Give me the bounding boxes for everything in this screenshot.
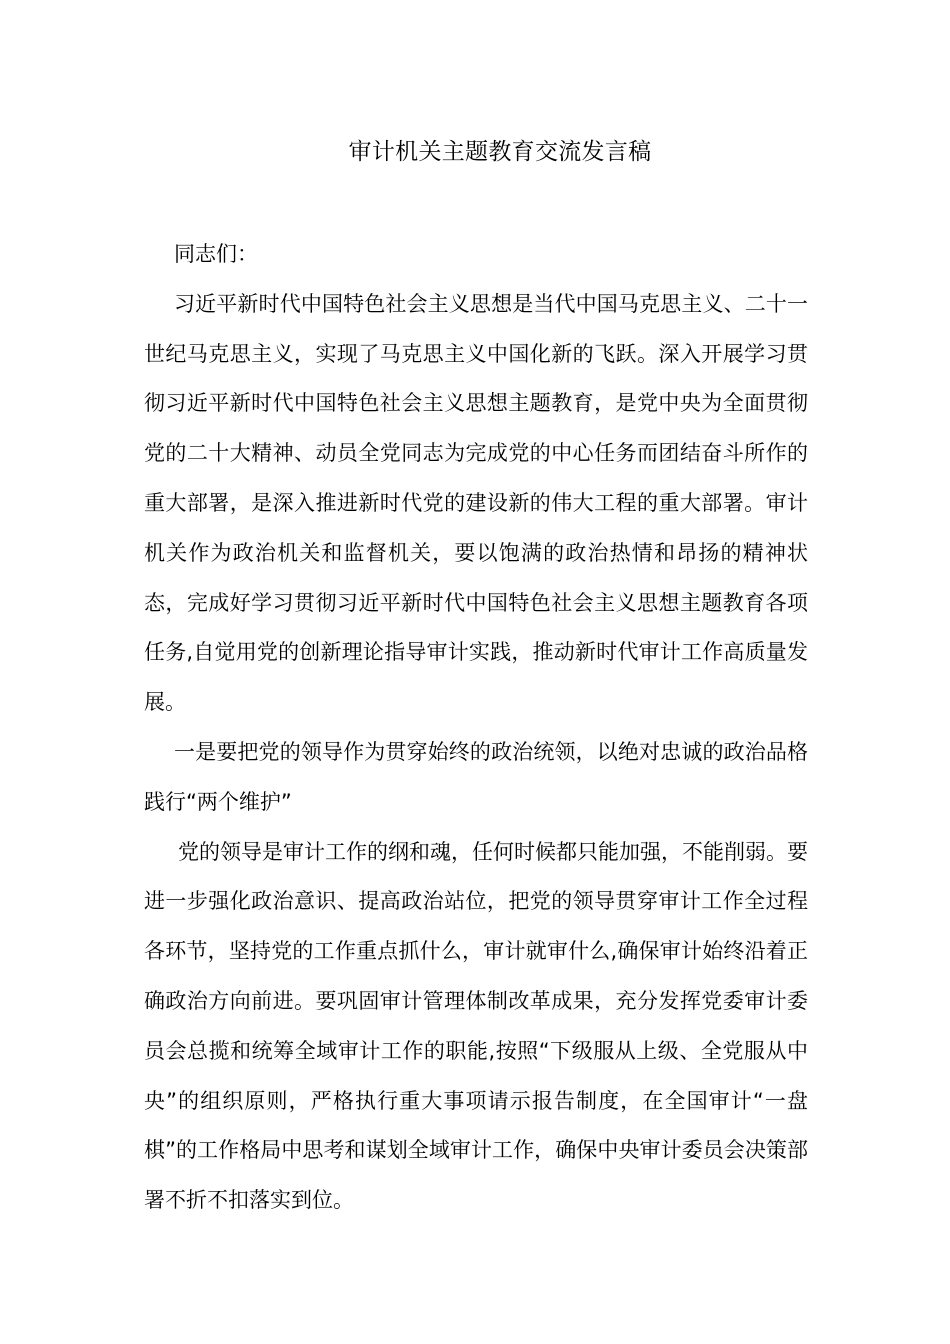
paragraph-party-leadership: 党的领导是审计工作的纲和魂，任何时候都只能加强，不能削弱。要进一步强化政治意识、提高政治站位，把党的领导贯穿审计工作全过程各环节，坚持党的工作重点抓什么，审计就审什么,确保审计始终沿着正确政治方向前进。要巩固审计管理体制改革成果，充分发挥党委审计委员会总揽和统筹全域审计工作的职能,按照“下级服从上级、全党服从中央”的组织原则，严格执行重大事项请示报告制度，在全国审计“一盘棋”的工作格局中思考和谋划全域审计工作，确保中央审计委员会决策部署不折不扣落实到位。 bbox=[144, 839, 808, 1213]
salutation: 同志们： bbox=[174, 242, 258, 266]
paragraph-heading-one: 一是要把党的领导作为贯穿始终的政治统领，以绝对忠诚的政治品格践行“两个维护” bbox=[144, 739, 808, 814]
document-body bbox=[144, 230, 808, 1226]
paragraph-intro: 习近平新时代中国特色社会主义思想是当代中国马克思主义、二十一世纪马克思主义，实现了马克思主义中国化新的飞跃。深入开展学习贯彻习近平新时代中国特色社会主义思想主题教育，是党中央为全面贯彻党的二十大精神、动员全党同志为完成党的中心任务而团结奋斗所作的重大部署，是深入推进新时代党的建设新的伟大工程的重大部署。审计机关作为政治机关和监督机关，要以饱满的政治热情和昂扬的精神状态，完成好学习贯彻习近平新时代中国特色社会主义思想主题教育各项任务,自觉用党的创新理论指导审计实践，推动新时代审计工作高质量发展。 bbox=[144, 291, 808, 715]
document-title: 审计机关主题教育交流发言稿 bbox=[348, 139, 652, 165]
